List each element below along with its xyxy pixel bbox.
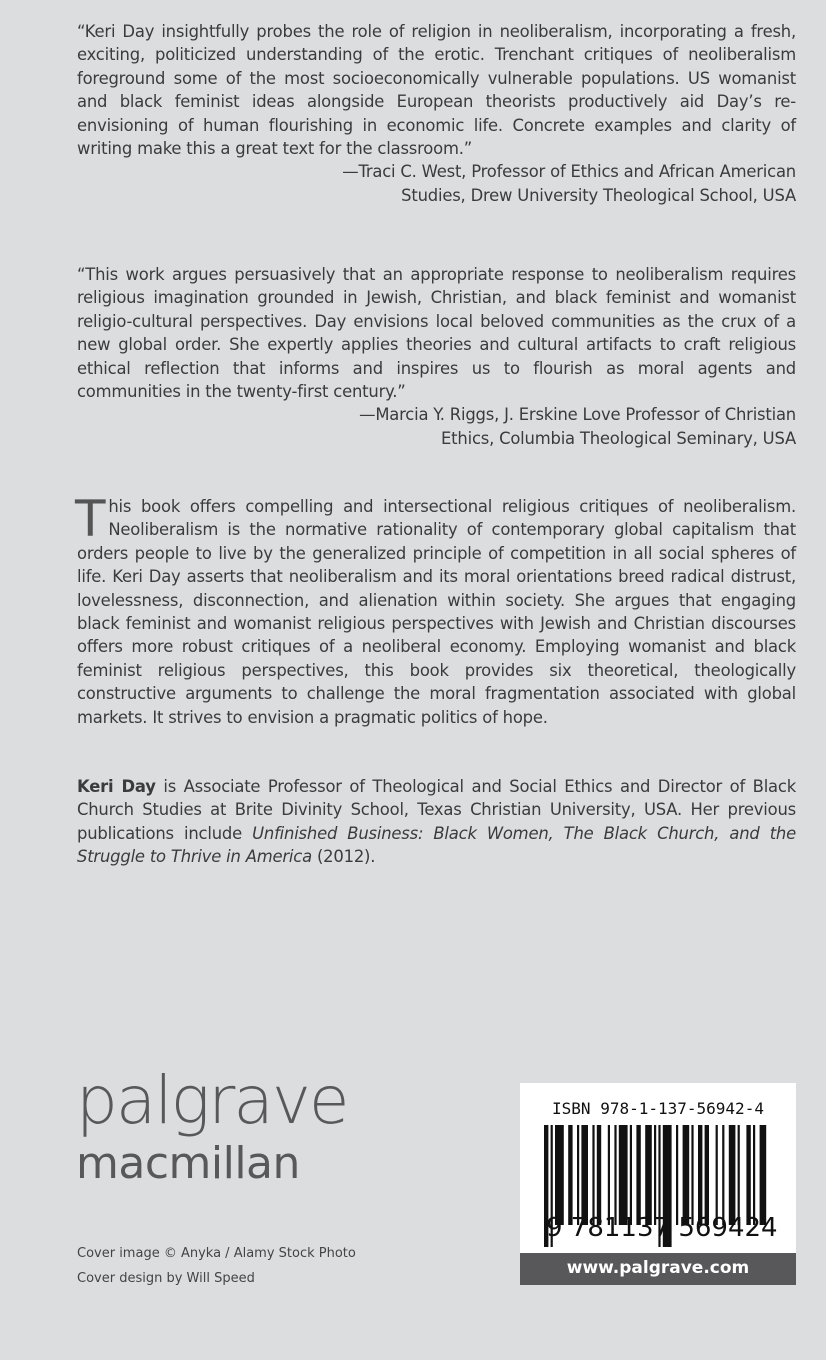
barcode-bar <box>636 1125 640 1225</box>
logo-line-2: macmillan <box>76 1138 300 1189</box>
book-description <box>75 490 796 729</box>
bio-text: is Associate Professor of Theological and Social Ethics and Director of Black Church Studies at Brite Divinity School, Texas Christian University, USA. Her previous publications include <box>77 777 796 843</box>
barcode-bar <box>746 1125 750 1225</box>
barcode-bar <box>597 1125 601 1225</box>
previous-book-title: Unfinished Business: Black Women, The Black Church, and the Struggle to Thrive in America <box>77 823 796 867</box>
bio-text: (2012). <box>311 847 376 867</box>
barcode-bar <box>722 1125 724 1225</box>
barcode-bar <box>645 1125 652 1225</box>
publisher-website: www.palgrave.com <box>520 1253 796 1285</box>
barcode-bar <box>619 1125 628 1225</box>
isbn-label: ISBN 978-1-137-56942-4 <box>552 1099 764 1118</box>
description-text: his book offers compelling and intersectional religious critiques of neoliberalism. Neoliberalism is the normative rationality of contemporary global capitalism that orders people to live by the generalized principle of competition in all social spheres of life. Keri Day asserts that neoliberalism and its moral orientations breed radical distrust, lovelessness, disconnection, and alienation within society. She argues that engaging black feminist and womanist religious perspectives with Jewish and Christian discourses offers more robust critiques of a neoliberal economy. Employing womanist and black feminist religious perspectives, this book provides six theoretical, theologically constructive arguments to challenge the moral fragmentation associated with global markets. It strives to envision a pragmatic politics of hope. <box>77 497 796 727</box>
endorsement-attribution: —Marcia Y. Riggs, J. Erskine Love Professor of Christian <box>359 405 796 425</box>
barcode-bar <box>705 1125 709 1225</box>
publisher-logo <box>76 1062 348 1189</box>
endorsement-2 <box>77 263 796 450</box>
barcode-bar <box>753 1125 755 1225</box>
barcode-bar <box>555 1125 564 1225</box>
barcode-bar <box>676 1125 678 1225</box>
barcode-bar <box>568 1125 572 1225</box>
endorsement-attribution: Ethics, Columbia Theological Seminary, USA <box>441 428 796 448</box>
barcode-bar <box>614 1125 616 1225</box>
barcode-bar <box>760 1125 767 1225</box>
endorsement-attribution: —Traci C. West, Professor of Ethics and African American <box>342 162 796 182</box>
cover-image-credit: Cover image © Anyka / Alamy Stock Photo <box>77 1246 356 1261</box>
barcode-bar <box>581 1125 588 1225</box>
barcode-bar <box>729 1125 736 1225</box>
endorsement-quote: “Keri Day insightfully probes the role of religion in neoliberalism, incorporating a fresh, exciting, politicized understanding of the erotic. Trenchant critiques of neoliberalism foreground some of the most socioeconomically vulnerable populations. US womanist and black feminist ideas alongside European theorists productively aid Day’s re-envisioning of human flourishing in economic life. Concrete examples and clarity of writing make this a great text for the classroom.” <box>77 22 796 159</box>
barcode-bar <box>691 1125 693 1225</box>
barcode-bar <box>577 1125 579 1225</box>
barcode-bar <box>630 1125 632 1225</box>
ean-digits: 9 781137 569424 <box>546 1213 778 1243</box>
cover-design-credit: Cover design by Will Speed <box>77 1271 255 1286</box>
barcode-bar <box>738 1125 740 1225</box>
barcode-bar <box>698 1125 702 1225</box>
barcode-bar <box>654 1125 656 1225</box>
endorsement-attribution: Studies, Drew University Theological School, USA <box>401 185 796 205</box>
drop-cap: T <box>75 490 106 548</box>
author-name: Keri Day <box>77 777 156 796</box>
endorsement-1 <box>77 20 796 207</box>
author-bio <box>77 775 796 869</box>
barcode-bar <box>716 1125 718 1225</box>
barcode-bar <box>608 1125 610 1225</box>
isbn-barcode <box>520 1083 796 1285</box>
endorsement-quote: “This work argues persuasively that an appropriate response to neoliberalism requires religious imagination grounded in Jewish, Christian, and black feminist and womanist religio-cultural perspectives. Day envisions local beloved communities as the crux of a new global order. She expertly applies theories and cultural artifacts to craft religious ethical reflection that informs and inspires us to flourish as moral agents and communities in the twenty-first century.” <box>77 265 796 402</box>
logo-line-1: palgrave <box>76 1062 348 1139</box>
barcode-bar <box>683 1125 690 1225</box>
barcode-bar <box>592 1125 594 1225</box>
